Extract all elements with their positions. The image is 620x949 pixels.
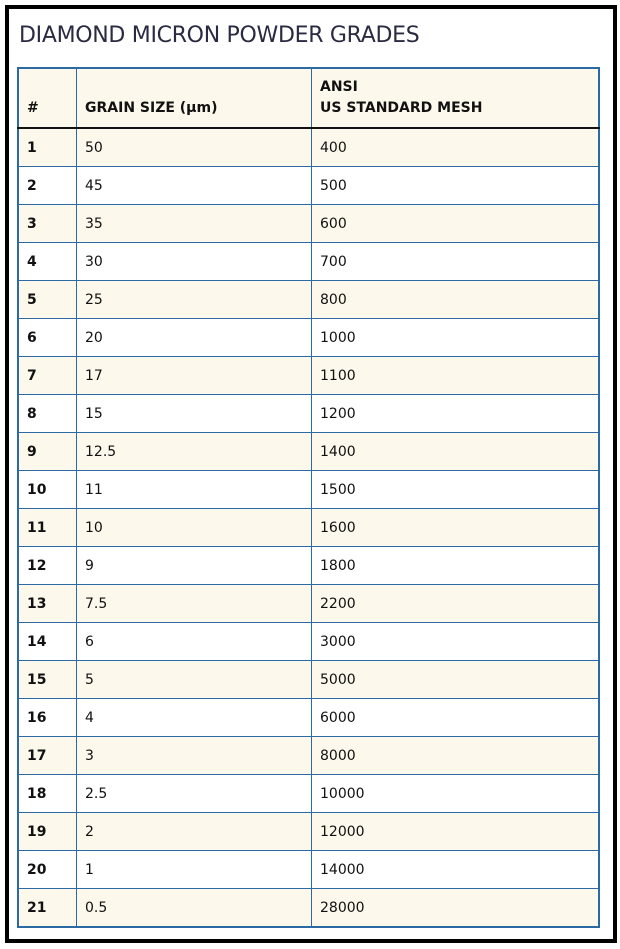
mesh-cell: 1600 [312,509,600,547]
grain-size-cell: 50 [77,128,312,167]
row-number-cell: 1 [27,139,37,156]
grain-size-cell: 1 [77,851,312,889]
grain-size-cell: 11 [77,471,312,509]
grain-size-cell: 20 [77,319,312,357]
row-number-cell: 14 [18,623,77,661]
mesh-cell: 5000 [312,661,600,699]
header-mesh-line2: US STANDARD MESH [320,100,483,116]
grain-size-cell: 10 [77,509,312,547]
grain-size-cell: 15 [77,395,312,433]
row-number-cell: 13 [18,585,77,623]
row-number-cell: 19 [18,813,77,851]
row-number-cell: 15 [18,661,77,699]
table-row [18,585,599,623]
header-grain-size: GRAIN SIZE (µm) [77,68,312,128]
mesh-cell: 8000 [312,737,600,775]
mesh-cell: 800 [312,281,600,319]
grain-size-cell: 5 [77,661,312,699]
table-row [18,167,599,205]
table-row [18,205,599,243]
mesh-cell: 600 [312,205,600,243]
table-row [18,433,599,471]
table-row [18,357,599,395]
mesh-cell: 14000 [312,851,600,889]
row-number-cell: 5 [18,281,77,319]
document-frame [5,5,617,943]
grain-size-cell: 4 [77,699,312,737]
mesh-cell: 10000 [312,775,600,813]
table-body [18,128,599,927]
row-number-cell: 17 [18,737,77,775]
grain-size-cell: 9 [77,547,312,585]
mesh-cell: 3000 [312,623,600,661]
mesh-cell: 2200 [312,585,600,623]
row-number-cell: 12 [18,547,77,585]
grain-size-cell: 12.5 [77,433,312,471]
header-mesh-line1: ANSI [320,79,358,95]
row-number-cell: 2 [18,167,77,205]
grain-size-cell: 30 [77,243,312,281]
row-number-cell: 11 [18,509,77,547]
mesh-cell: 1200 [312,395,600,433]
row-number-cell: 8 [18,395,77,433]
row-number-cell: 20 [18,851,77,889]
mesh-cell: 1000 [312,319,600,357]
grain-size-cell: 7.5 [77,585,312,623]
mesh-cell: 1800 [312,547,600,585]
grain-size-cell: 2 [77,813,312,851]
header-number: # [18,68,77,128]
row-number-cell: 6 [18,319,77,357]
table-row [18,699,599,737]
grain-size-cell: 6 [77,623,312,661]
header-mesh [312,68,600,128]
mesh-cell: 1500 [312,471,600,509]
mesh-cell: 400 [312,128,600,167]
row-number-cell: 10 [18,471,77,509]
table-row [18,319,599,357]
row-number-cell: 3 [18,205,77,243]
grain-size-cell: 25 [77,281,312,319]
table-row [18,547,599,585]
table-row [18,851,599,889]
table-row [18,775,599,813]
mesh-cell: 1100 [312,357,600,395]
mesh-cell: 6000 [312,699,600,737]
table-row [18,395,599,433]
grain-size-cell: 45 [77,167,312,205]
row-number-cell: 21 [18,889,77,928]
mesh-cell: 12000 [312,813,600,851]
row-number-cell: 9 [18,433,77,471]
mesh-cell: 1400 [312,433,600,471]
row-number-cell: 16 [18,699,77,737]
table-row [18,471,599,509]
table-row [18,813,599,851]
table-row [18,623,599,661]
grain-size-cell: 2.5 [77,775,312,813]
row-number-cell: 7 [18,357,77,395]
table-row [18,509,599,547]
header-row [18,68,599,128]
mesh-cell: 28000 [312,889,600,928]
row-number-cell: 18 [18,775,77,813]
grain-size-cell: 35 [77,205,312,243]
mesh-cell: 500 [312,167,600,205]
table-row [18,281,599,319]
grain-size-cell: 0.5 [77,889,312,928]
row-number-cell: 4 [18,243,77,281]
grain-size-cell: 17 [77,357,312,395]
powder-grades-table [17,67,600,928]
page-title: DIAMOND MICRON POWDER GRADES [19,23,420,48]
table-row [18,243,599,281]
table-header [18,68,599,128]
grain-size-cell: 3 [77,737,312,775]
table-row [18,889,599,928]
table-row [18,661,599,699]
mesh-cell: 700 [312,243,600,281]
table-row [18,128,599,167]
table-row [18,737,599,775]
